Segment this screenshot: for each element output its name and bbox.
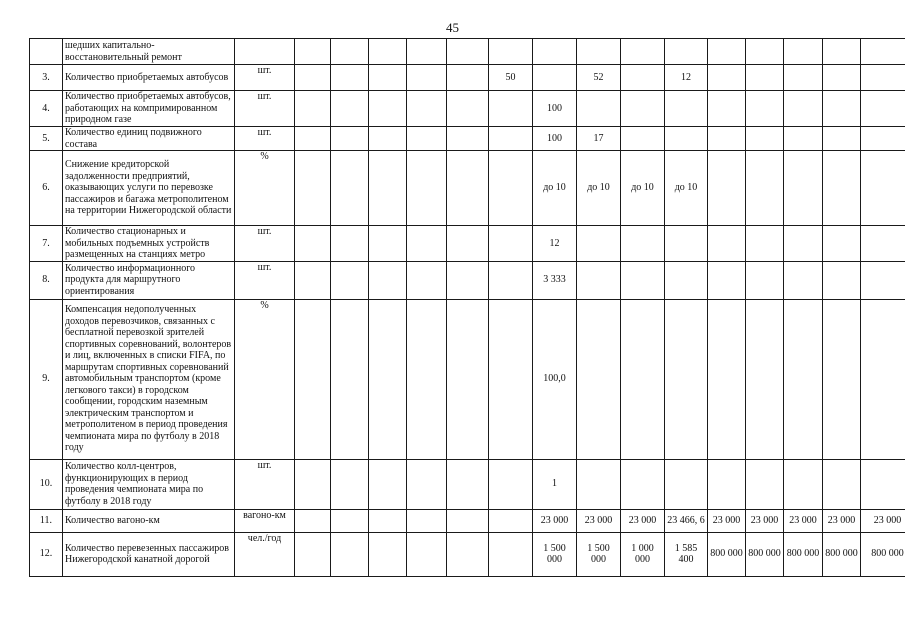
value-cell: 1 585 400 [665,532,708,576]
value-cell: 3 333 [533,261,577,299]
value-cell [447,91,489,127]
value-cell [746,127,784,151]
indicator-name-cell: Количество единиц подвижного состава [63,127,235,151]
value-cell: 23 466, 6 [665,509,708,532]
table-row [30,509,905,532]
value-cell: 23 000 [577,509,621,532]
unit-cell: шт. [235,91,295,127]
value-cell: 1 000 000 [621,532,665,576]
value-cell [369,39,407,65]
value-cell [784,151,823,226]
value-cell [331,299,369,459]
value-cell [331,226,369,262]
value-cell [407,65,447,91]
value-cell [861,65,905,91]
value-cell [665,39,708,65]
value-cell [447,127,489,151]
value-cell [665,91,708,127]
value-cell [708,39,746,65]
indicator-name-cell: Количество колл-центров, функционирующих в период проведения чемпионата мира по футболу в 2018 году [63,459,235,509]
indicator-name-cell: Компенсация недополученных доходов перевозчиков, связанных с бесплатной перевозкой зрителей спортивных соревнований, волонтеров и лиц, включенных в списки FIFA, по маршрутам спортивных соревнований автомобильным транспортом (кроме легкового такси) в городском сообщении, городским наземным электрическим транспортом и метрополитеном в период проведения чемпионата мира по футболу в 2018 году [63,299,235,459]
value-cell: 100 [533,127,577,151]
unit-cell: шт. [235,261,295,299]
unit-cell: % [235,151,295,226]
value-cell [331,459,369,509]
value-cell: 800 000 [784,532,823,576]
value-cell: 1 500 000 [577,532,621,576]
value-cell [746,459,784,509]
value-cell [489,127,533,151]
value-cell [489,91,533,127]
value-cell [784,226,823,262]
value-cell [708,226,746,262]
value-cell: 23 000 [823,509,861,532]
value-cell [295,151,331,226]
row-number-cell [30,39,63,65]
value-cell [369,532,407,576]
value-cell [577,91,621,127]
value-cell [447,226,489,262]
value-cell [447,261,489,299]
value-cell: до 10 [665,151,708,226]
value-cell [331,509,369,532]
value-cell [708,261,746,299]
table-row [30,151,905,226]
value-cell [447,532,489,576]
value-cell: до 10 [621,151,665,226]
value-cell [823,39,861,65]
value-cell [861,226,905,262]
value-cell [489,261,533,299]
row-number-cell: 9. [30,299,63,459]
value-cell [331,127,369,151]
value-cell: 1 [533,459,577,509]
table-row [30,226,905,262]
value-cell [369,509,407,532]
value-cell: 52 [577,65,621,91]
value-cell [621,39,665,65]
value-cell [489,299,533,459]
value-cell [489,532,533,576]
value-cell [621,127,665,151]
value-cell [861,91,905,127]
value-cell [447,509,489,532]
value-cell [447,65,489,91]
value-cell [447,151,489,226]
indicator-name-cell: Количество вагоно-км [63,509,235,532]
unit-cell: % [235,299,295,459]
value-cell [331,261,369,299]
value-cell [665,299,708,459]
value-cell: 23 000 [533,509,577,532]
value-cell: 12 [665,65,708,91]
value-cell [823,91,861,127]
value-cell [621,459,665,509]
row-number-cell: 4. [30,91,63,127]
value-cell [577,226,621,262]
value-cell [331,151,369,226]
value-cell [331,532,369,576]
row-number-cell: 5. [30,127,63,151]
table-row [30,65,905,91]
value-cell [407,459,447,509]
value-cell [861,127,905,151]
value-cell [665,127,708,151]
value-cell [823,127,861,151]
value-cell [407,299,447,459]
value-cell [369,226,407,262]
value-cell [621,226,665,262]
value-cell [746,226,784,262]
value-cell [823,226,861,262]
value-cell [746,39,784,65]
value-cell [784,39,823,65]
value-cell: 800 000 [708,532,746,576]
value-cell [295,127,331,151]
value-cell: 23 000 [861,509,905,532]
value-cell [746,299,784,459]
value-cell [784,459,823,509]
value-cell: 800 000 [861,532,905,576]
value-cell [489,509,533,532]
table-row [30,261,905,299]
value-cell [295,65,331,91]
value-cell [407,261,447,299]
value-cell: 23 000 [784,509,823,532]
value-cell [295,459,331,509]
value-cell [746,65,784,91]
value-cell: до 10 [533,151,577,226]
value-cell [447,299,489,459]
value-cell [621,299,665,459]
value-cell [621,261,665,299]
page-number: 45 [446,20,459,35]
value-cell [784,261,823,299]
value-cell [369,151,407,226]
unit-cell [235,39,295,65]
value-cell [746,151,784,226]
value-cell [708,127,746,151]
value-cell [331,91,369,127]
value-cell [665,226,708,262]
value-cell [407,91,447,127]
value-cell: 23 000 [746,509,784,532]
value-cell [861,299,905,459]
value-cell [665,459,708,509]
value-cell [295,532,331,576]
indicator-name-cell: Снижение кредиторской задолженности предприятий, оказывающих услуги по перевозке пассажиров и багажа метрополитеном на территории Нижегородской области [63,151,235,226]
value-cell [447,39,489,65]
value-cell [823,261,861,299]
unit-cell: шт. [235,459,295,509]
value-cell [489,39,533,65]
value-cell [823,299,861,459]
value-cell: 800 000 [746,532,784,576]
row-number-cell: 12. [30,532,63,576]
value-cell [708,299,746,459]
indicator-name-cell: Количество информационного продукта для маршрутного ориентирования [63,261,235,299]
value-cell [295,299,331,459]
value-cell [577,459,621,509]
value-cell [369,261,407,299]
value-cell [369,459,407,509]
indicator-name-cell: Количество приобретаемых автобусов, работающих на компримированном природном газе [63,91,235,127]
value-cell [407,226,447,262]
value-cell: 17 [577,127,621,151]
row-number-cell: 8. [30,261,63,299]
value-cell [407,151,447,226]
value-cell [577,261,621,299]
indicator-name-cell: Количество приобретаемых автобусов [63,65,235,91]
value-cell [577,39,621,65]
value-cell [369,299,407,459]
value-cell [823,151,861,226]
value-cell [708,91,746,127]
row-number-cell: 10. [30,459,63,509]
value-cell: 23 000 [708,509,746,532]
table-row [30,532,905,576]
table-row [30,127,905,151]
value-cell [577,299,621,459]
value-cell [369,65,407,91]
value-cell: 100,0 [533,299,577,459]
value-cell: 1 500 000 [533,532,577,576]
table-row [30,91,905,127]
value-cell [746,91,784,127]
value-cell [295,509,331,532]
value-cell [489,226,533,262]
unit-cell: шт. [235,127,295,151]
value-cell [746,261,784,299]
value-cell [823,65,861,91]
row-number-cell: 6. [30,151,63,226]
value-cell [621,91,665,127]
value-cell [665,261,708,299]
indicator-name-cell: Количество стационарных и мобильных подъемных устройств размещенных на станциях метро [63,226,235,262]
value-cell: 23 000 [621,509,665,532]
value-cell [489,459,533,509]
unit-cell: шт. [235,65,295,91]
unit-cell: чел./год [235,532,295,576]
value-cell [331,39,369,65]
value-cell [823,459,861,509]
value-cell [295,39,331,65]
unit-cell: шт. [235,226,295,262]
value-cell: 50 [489,65,533,91]
indicator-name-cell: шедших капитально-восстановительный ремонт [63,39,235,65]
value-cell [784,91,823,127]
table-row [30,459,905,509]
value-cell [708,65,746,91]
value-cell [708,151,746,226]
value-cell [621,65,665,91]
value-cell: 100 [533,91,577,127]
value-cell [295,261,331,299]
row-number-cell: 11. [30,509,63,532]
value-cell [407,509,447,532]
row-number-cell: 7. [30,226,63,262]
value-cell: до 10 [577,151,621,226]
value-cell [784,65,823,91]
value-cell [861,39,905,65]
indicators-table [29,38,905,577]
value-cell [407,127,447,151]
value-cell [407,532,447,576]
table-row [30,299,905,459]
value-cell [489,151,533,226]
value-cell [533,39,577,65]
value-cell: 800 000 [823,532,861,576]
unit-cell: вагоно-км [235,509,295,532]
value-cell [331,65,369,91]
value-cell [369,127,407,151]
value-cell [295,226,331,262]
value-cell [533,65,577,91]
value-cell [861,261,905,299]
indicator-name-cell: Количество перевезенных пассажиров Нижегородской канатной дорогой [63,532,235,576]
value-cell [784,299,823,459]
value-cell [369,91,407,127]
value-cell: 12 [533,226,577,262]
value-cell [295,91,331,127]
row-number-cell: 3. [30,65,63,91]
value-cell [407,39,447,65]
table-row [30,39,905,65]
value-cell [784,127,823,151]
value-cell [861,459,905,509]
value-cell [708,459,746,509]
value-cell [447,459,489,509]
value-cell [861,151,905,226]
